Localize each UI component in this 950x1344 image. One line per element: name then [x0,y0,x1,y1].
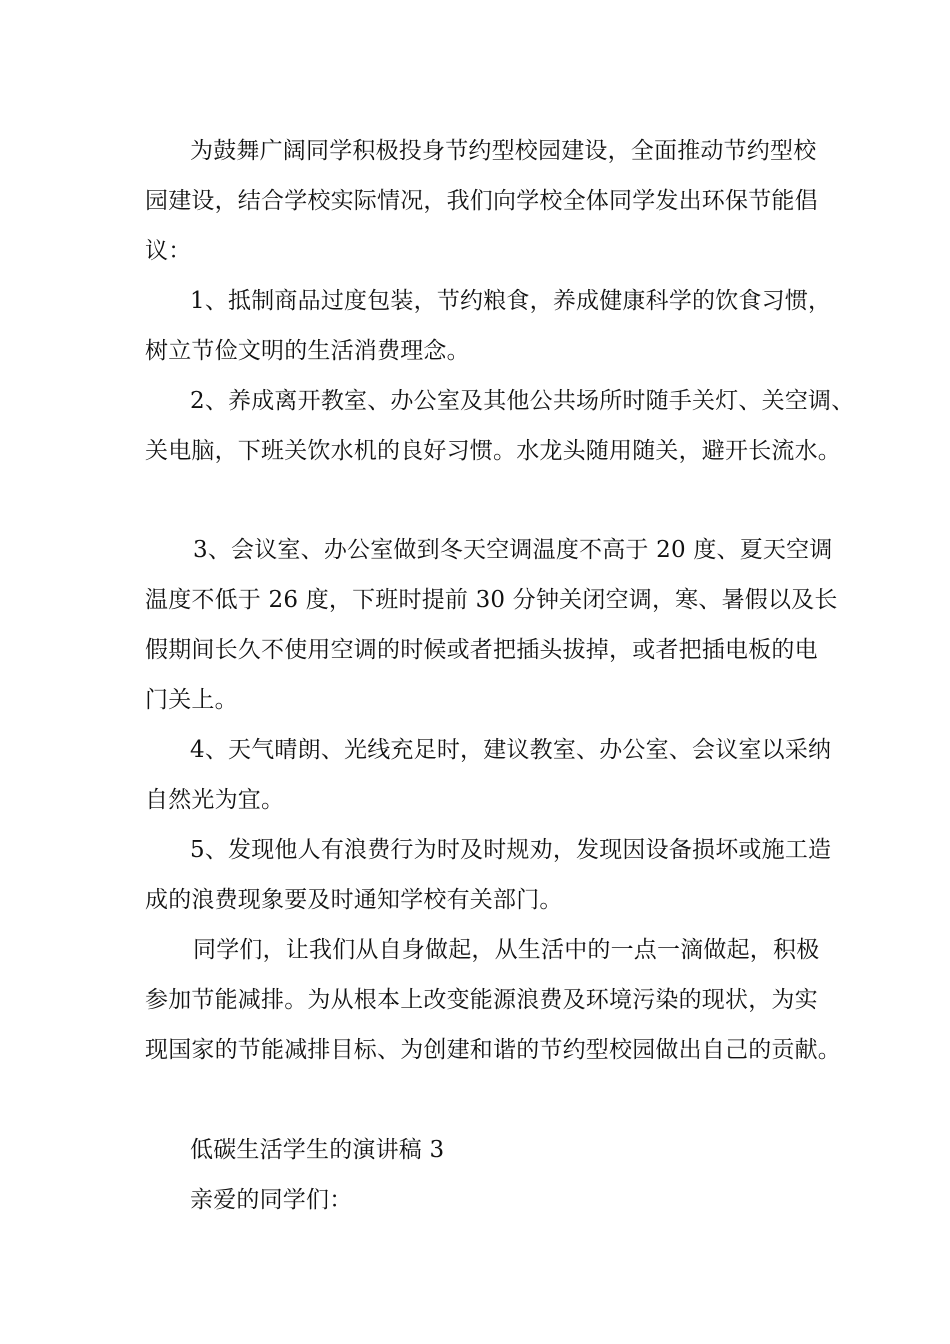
salutation: 亲爱的同学们： [190,1187,353,1213]
paragraph-4-line-4: 门关上。 [145,687,238,713]
paragraph-6-line-2: 成的浪费现象要及时通知学校有关部门。 [145,887,563,913]
paragraph-5-line-1: 4、天气晴朗、光线充足时，建议教室、办公室、会议室以采纳 [190,737,832,763]
paragraph-6-line-1: 5、发现他人有浪费行为时及时规劝，发现因设备损坏或施工造 [190,837,832,863]
paragraph-5-line-2: 自然光为宜。 [145,787,285,813]
paragraph-1-line-3: 议： [145,238,192,264]
paragraph-7-line-3: 现国家的节能减排目标、为创建和谐的节约型校园做出自己的贡献。 [145,1037,841,1063]
paragraph-7-line-1: 同学们，让我们从自身做起，从生活中的一点一滴做起，积极 [193,937,820,963]
paragraph-2-line-2: 树立节俭文明的生活消费理念。 [145,338,470,364]
paragraph-7-line-2: 参加节能减排。为从根本上改变能源浪费及环境污染的现状，为实 [145,987,818,1013]
paragraph-1-line-2: 园建设，结合学校实际情况，我们向学校全体同学发出环保节能倡 [145,188,818,214]
paragraph-2-line-1: 1、抵制商品过度包装，节约粮食，养成健康科学的饮食习惯， [190,288,832,314]
paragraph-1-line-1: 为鼓舞广阔同学积极投身节约型校园建设，全面推动节约型校 [190,138,817,164]
paragraph-3-line-1: 2、养成离开教室、办公室及其他公共场所时随手关灯、关空调、 [190,388,855,414]
paragraph-4-line-2: 温度不低于 26 度，下班时提前 30 分钟关闭空调，寒、暑假以及长 [145,587,838,613]
paragraph-3-line-2: 关电脑，下班关饮水机的良好习惯。水龙头随用随关，避开长流水。 [145,438,841,464]
paragraph-4-line-1: 3、会议室、办公室做到冬天空调温度不高于 20 度、夏天空调 [193,537,833,563]
paragraph-4-line-3: 假期间长久不使用空调的时候或者把插头拔掉，或者把插电板的电 [145,637,818,663]
section-title: 低碳生活学生的演讲稿 3 [190,1137,445,1163]
